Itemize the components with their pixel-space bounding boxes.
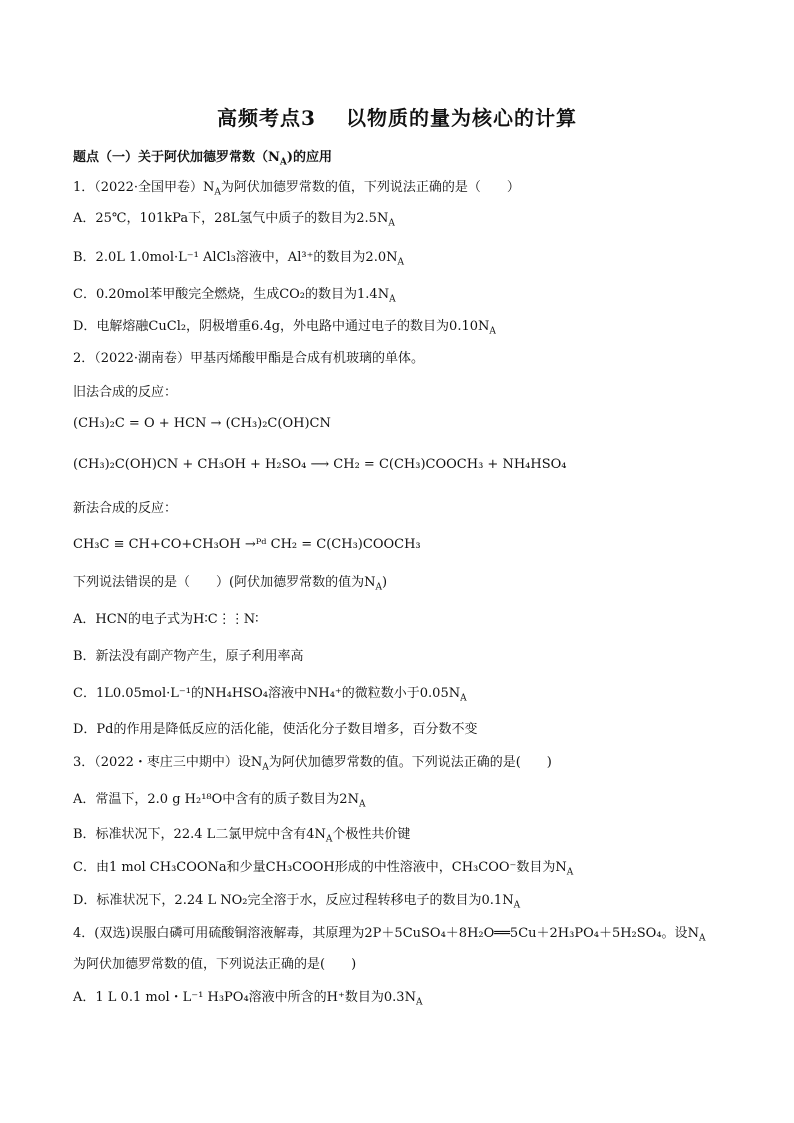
q2-equation-3: CH₃C ≡ CH+CO+CH₃OH →ᴾᵈ CH₂ = C(CH₃)COOCH₃ (73, 537, 421, 552)
q1-option-a: A．25℃，101kPa下，28L氢气中质子的数目为$2.5N_A$ (73, 211, 395, 229)
q2-option-b: B．新法没有副产物产生，原子利用率高 (73, 649, 304, 664)
question-3: 3．（2022・枣庄三中期中）设$N_A$为阿伏加德罗常数的值。下列说法正确的是( ) (73, 755, 552, 773)
q4-option-a: A．1 L 0.1 mol・L⁻¹ H₃PO₄溶液中所含的H⁺数目为$0.3N_A$ (73, 990, 423, 1008)
title-main: 高频考点3 (217, 106, 316, 130)
q2-equation-2: (CH₃)₂C(OH)CN + CH₃OH + H₂SO₄ ⟶ CH₂ = C(CH₃)COOCH₃ + NH₄HSO₄ (73, 457, 567, 472)
q3-option-a: A．常温下，2.0 g H₂¹⁸O中含有的质子数目为$2N_A$ (73, 792, 366, 810)
q3-option-c: C．由1 mol CH₃COONa和少量CH₃COOH形成的中性溶液中，CH₃COO⁻数目为$N_A$ (73, 860, 574, 878)
q1-option-d: D．电解熔融CuCl₂，阴极增重6.4g，外电路中通过电子的数目为$0.10N_A$ (73, 319, 496, 337)
q3-option-d: D．标准状况下，2.24 L NO₂完全溶于水，反应过程转移电子的数目为$0.1N_A$ (73, 893, 521, 911)
q1-option-c: C．0.20mol苯甲酸完全燃烧，生成CO₂的数目为$1.4N_A$ (73, 287, 396, 305)
question-1: 1．（2022·全国甲卷）$N_A$为阿伏加德罗常数的值，下列说法正确的是（ ） (73, 180, 520, 198)
q2-equation-1: (CH₃)₂C = O + HCN → (CH₃)₂C(OH)CN (73, 416, 331, 431)
q2-option-a: A．HCN的电子式为H∶C⋮⋮N∶ (73, 612, 259, 627)
question-4-cont: 为阿伏加德罗常数的值，下列说法正确的是( ) (73, 957, 357, 972)
q2-old-method: 旧法合成的反应： (73, 385, 178, 400)
page-title (0, 102, 794, 131)
section-heading: 题点（一）关于阿伏加德罗常数$(N_A)$的应用 (73, 150, 333, 168)
q2-new-method: 新法合成的反应： (73, 501, 178, 516)
q1-option-b: B．2.0L 1.0mol·L⁻¹ AlCl₃溶液中，Al³⁺的数目为$2.0N_A$ (73, 250, 404, 268)
title-sub: 以物质的量为核心的计算 (345, 106, 577, 130)
q3-option-b: B．标准状况下，22.4 L二氯甲烷中含有$4N_A$个极性共价键 (73, 827, 411, 845)
q2-option-c: C．1L0.05mol·L⁻¹的NH₄HSO₄溶液中NH₄⁺的微粒数小于$0.05N_A$ (73, 686, 467, 704)
q2-prompt: 下列说法错误的是（ ）(阿伏加德罗常数的值为$N_A$) (73, 575, 388, 593)
question-4: 4．(双选)误服白磷可用硫酸铜溶液解毒，其原理为2P＋5CuSO₄＋8H₂O══5Cu＋2H₃PO₄＋5H₂SO₄。设$N_A$ (73, 926, 706, 944)
question-2: 2．（2022·湖南卷）甲基丙烯酸甲酯是合成有机玻璃的单体。 (73, 351, 424, 366)
q2-option-d: D．Pd的作用是降低反应的活化能，使活化分子数目增多，百分数不变 (73, 722, 478, 737)
